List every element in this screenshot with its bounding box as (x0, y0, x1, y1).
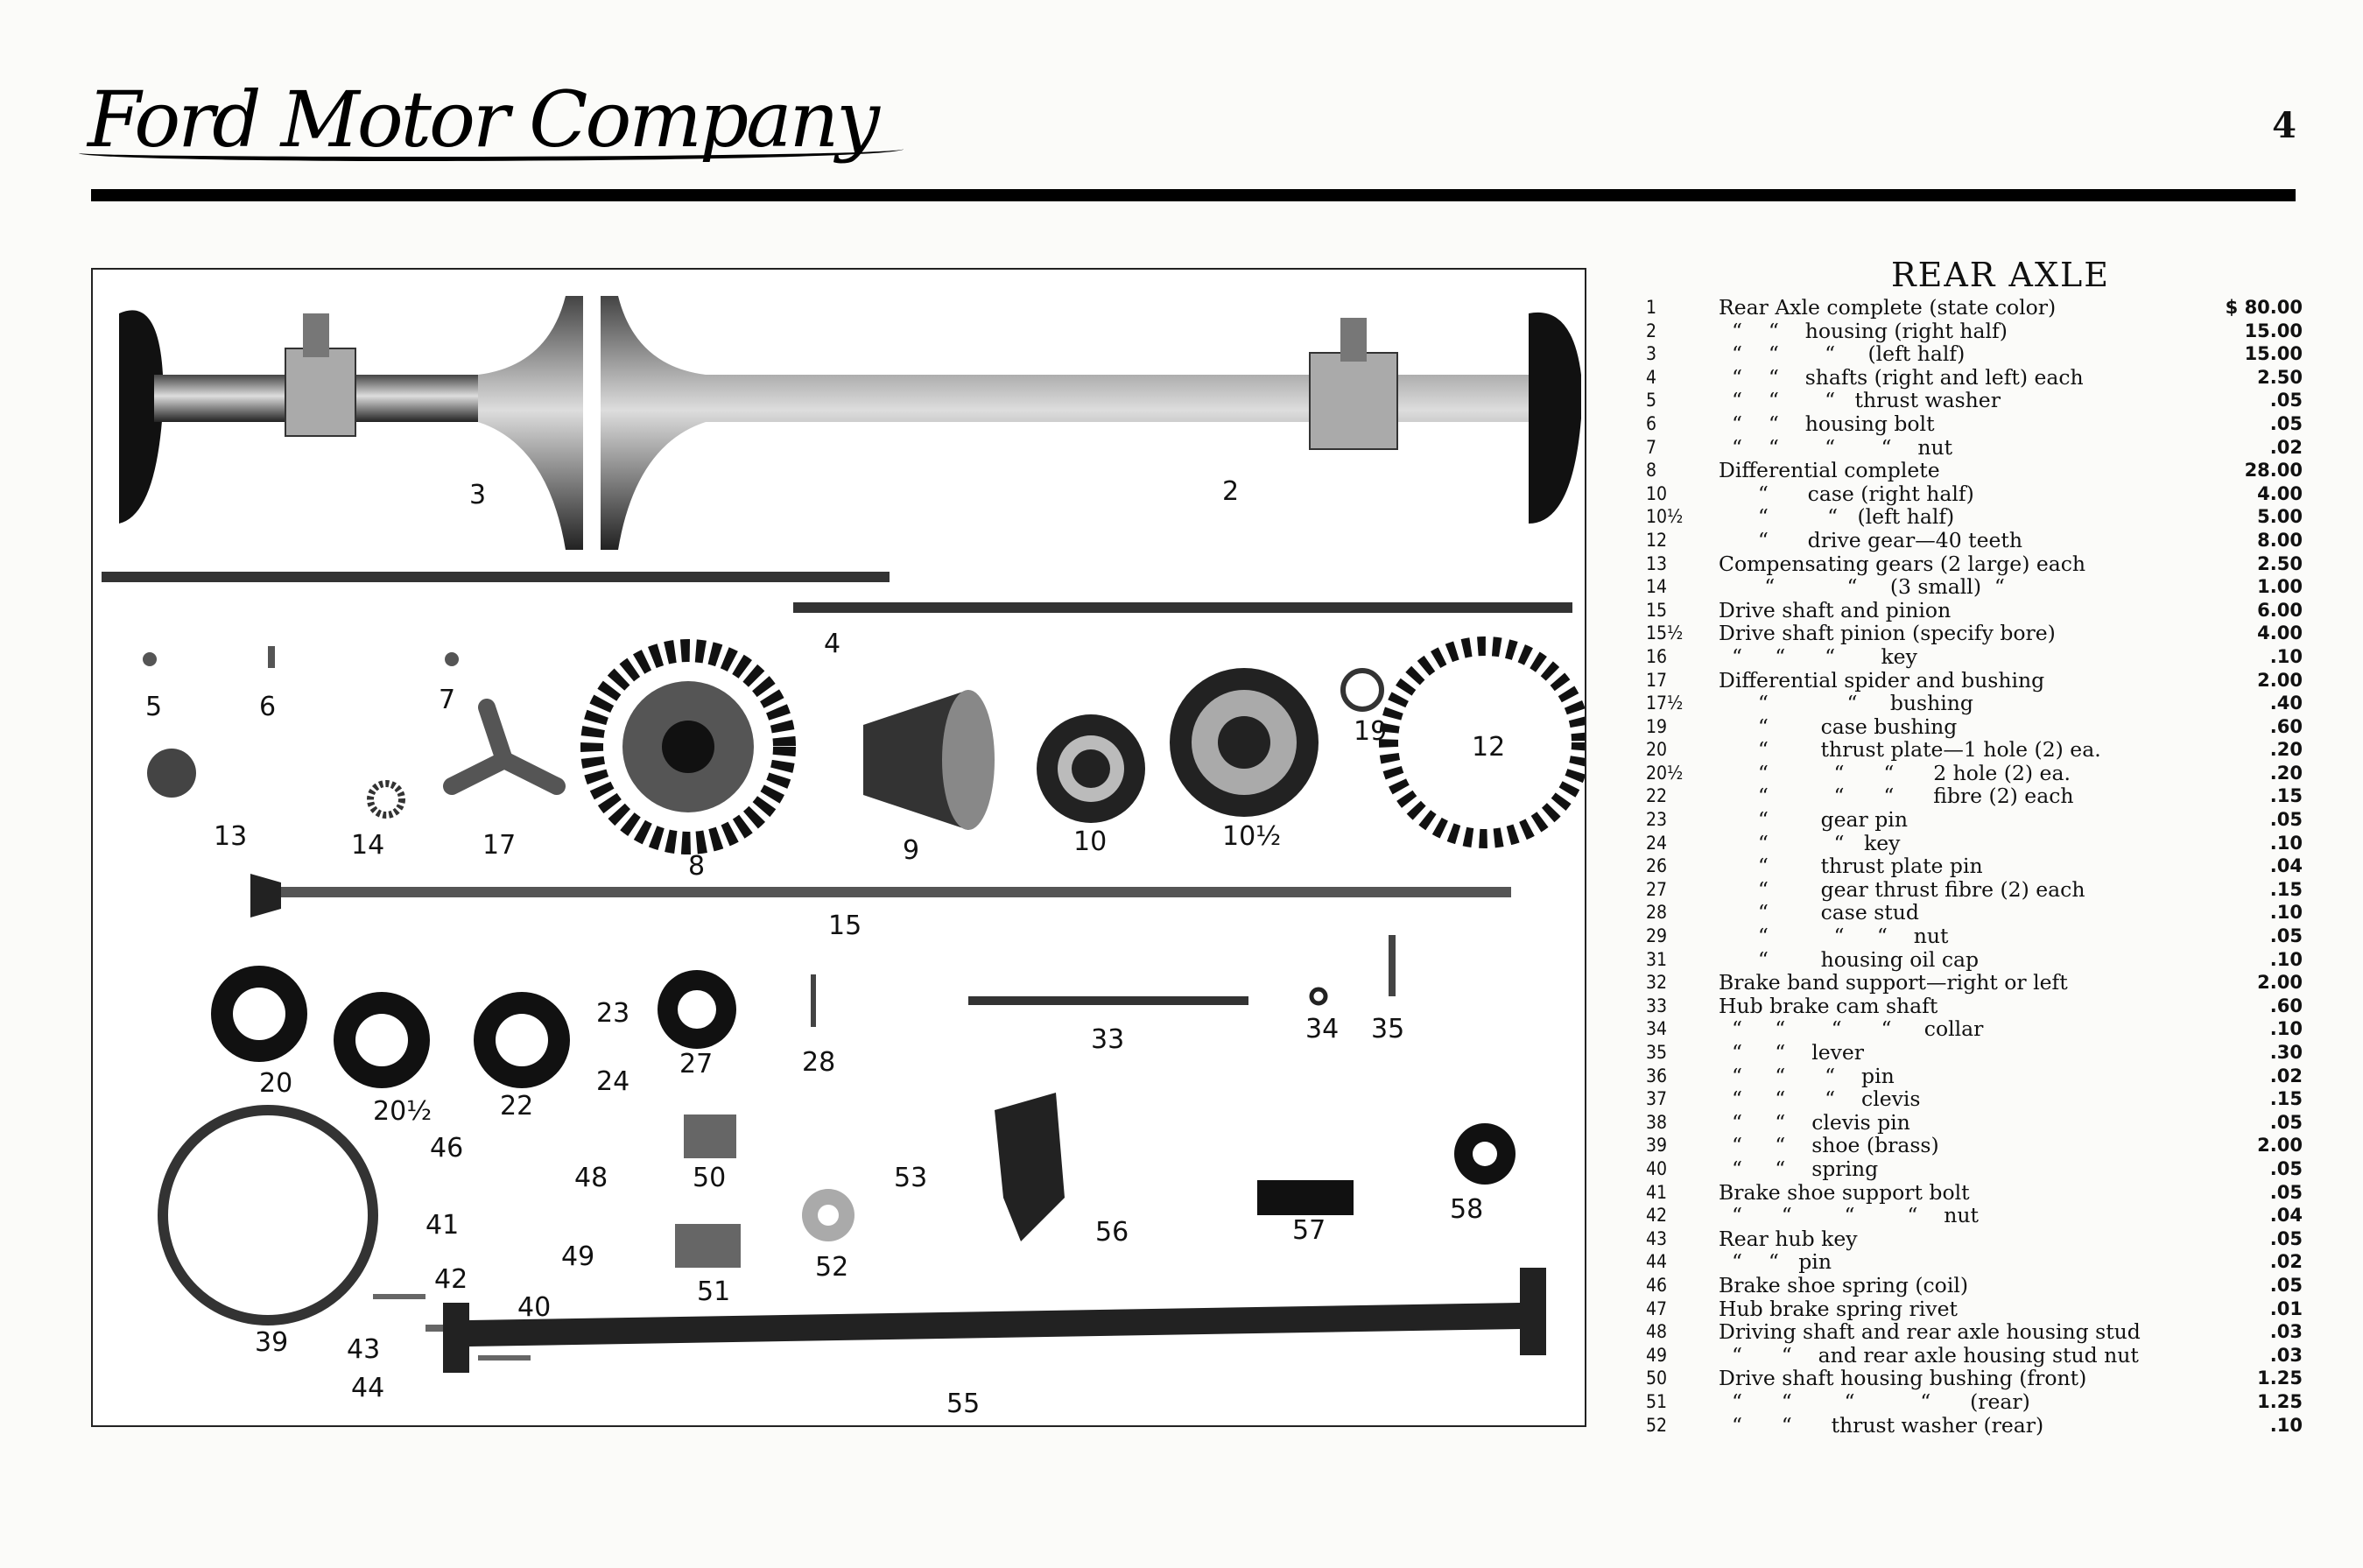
item-desc: “ “ “ key (1719, 643, 1917, 669)
list-item (1646, 925, 2303, 948)
axle-housing-left (119, 296, 583, 550)
label-12: 12 (1472, 732, 1506, 763)
item-desc: “ “ “ 2 hole (2) ea. (1719, 760, 2071, 785)
item-price: .10 (2269, 948, 2303, 970)
list-item (1646, 1297, 2303, 1321)
list-item (1646, 482, 2303, 506)
list-item (1646, 762, 2303, 785)
header-rule (91, 189, 2296, 201)
item-no: 20½ (1646, 762, 1684, 784)
item-no: 22 (1646, 785, 1668, 807)
item-desc: “ “ spring (1719, 1156, 1879, 1181)
list-item (1646, 715, 2303, 739)
item-no: 28 (1646, 902, 1668, 924)
item-no: 2 (1646, 320, 1657, 341)
item-price: .20 (2269, 762, 2303, 784)
label-5: 5 (145, 692, 163, 722)
list-item (1646, 1344, 2303, 1368)
item-no: 47 (1646, 1297, 1668, 1319)
label-8: 8 (688, 851, 706, 882)
item-no: 24 (1646, 832, 1668, 854)
list-item (1646, 808, 2303, 832)
item-desc: Drive shaft pinion (specify bore) (1719, 621, 2056, 646)
item-no: 23 (1646, 809, 1668, 831)
item-price: .04 (2269, 855, 2303, 877)
item-desc: Compensating gears (2 large) each (1719, 551, 2086, 576)
label-23: 23 (596, 998, 630, 1029)
item-desc: “ “ and rear axle housing stud nut (1719, 1342, 2139, 1368)
item-price: 28.00 (2244, 460, 2303, 482)
label-9: 9 (903, 835, 920, 866)
item-desc: Hub brake cam shaft (1719, 993, 1938, 1018)
list-item (1646, 1111, 2303, 1135)
item-desc: “ gear thrust fibre (2) each (1719, 876, 2085, 902)
item-price: .05 (2269, 1157, 2303, 1179)
item-price: 15.00 (2244, 320, 2303, 341)
item-no: 42 (1646, 1205, 1668, 1227)
list-item (1646, 901, 2303, 925)
item-desc: “ “ pin (1719, 1249, 1832, 1275)
axle-shaft-left (102, 572, 890, 582)
list-item (1646, 1204, 2303, 1227)
item-no: 10½ (1646, 506, 1684, 528)
item-no: 3 (1646, 343, 1657, 365)
axle-housing-right (601, 296, 1581, 550)
label-43: 43 (347, 1334, 381, 1365)
item-price: 4.00 (2257, 622, 2303, 644)
item-price: 2.50 (2257, 366, 2303, 388)
item-no: 16 (1646, 645, 1668, 667)
item-desc: “ “ “ pin (1719, 1063, 1895, 1088)
item-no: 12 (1646, 529, 1668, 551)
item-desc: “ “ (3 small) “ (1719, 574, 2005, 600)
list-item (1646, 738, 2303, 762)
item-no: 27 (1646, 878, 1668, 900)
item-price: .05 (2269, 1227, 2303, 1249)
item-price: .10 (2269, 902, 2303, 924)
item-no: 35 (1646, 1042, 1668, 1063)
list-item (1646, 784, 2303, 808)
list-item (1646, 366, 2303, 390)
item-no: 4 (1646, 366, 1657, 388)
item-price: .02 (2269, 1065, 2303, 1086)
brand-logo: Ford Motor Company (88, 74, 877, 165)
item-price: .15 (2269, 1088, 2303, 1110)
list-item (1646, 971, 2303, 995)
item-no: 17 (1646, 669, 1668, 691)
list-item (1646, 854, 2303, 878)
list-item (1646, 1087, 2303, 1111)
item-no: 17½ (1646, 693, 1684, 714)
list-item (1646, 1041, 2303, 1065)
list-item (1646, 1390, 2303, 1414)
label-49: 49 (561, 1241, 595, 1272)
item-price: 8.00 (2257, 529, 2303, 551)
item-price: 4.00 (2257, 482, 2303, 504)
label-20-half: 20½ (373, 1096, 433, 1127)
item-no: 15½ (1646, 622, 1684, 644)
label-35: 35 (1371, 1014, 1405, 1044)
list-item (1646, 1367, 2303, 1390)
item-desc: “ “ “ “ collar (1719, 1016, 1984, 1042)
parts-photograph (91, 268, 1586, 1427)
item-no: 50 (1646, 1368, 1668, 1389)
list-item (1646, 1414, 2303, 1438)
list-item (1646, 1065, 2303, 1088)
item-no: 6 (1646, 412, 1657, 434)
item-price: .04 (2269, 1205, 2303, 1227)
label-57: 57 (1292, 1215, 1326, 1246)
label-33: 33 (1091, 1024, 1125, 1055)
item-desc: “ “ thrust washer (rear) (1719, 1412, 2044, 1438)
item-desc: “ “ “ “ nut (1719, 434, 1953, 460)
item-price: 1.00 (2257, 576, 2303, 598)
item-no: 40 (1646, 1157, 1668, 1179)
item-no: 41 (1646, 1181, 1668, 1203)
item-price: 2.50 (2257, 552, 2303, 574)
item-desc: Drive shaft housing bushing (front) (1719, 1366, 2087, 1391)
item-desc: “ thrust plate—1 hole (2) ea. (1719, 737, 2101, 763)
list-item (1646, 645, 2303, 669)
list-item (1646, 342, 2303, 366)
list-item (1646, 1181, 2303, 1205)
label-41: 41 (425, 1210, 460, 1241)
label-7: 7 (439, 685, 456, 715)
item-no: 49 (1646, 1344, 1668, 1366)
item-price: 5.00 (2257, 506, 2303, 528)
label-48: 48 (574, 1163, 608, 1193)
item-desc: Differential spider and bushing (1719, 667, 2045, 693)
label-19: 19 (1354, 716, 1388, 747)
list-item (1646, 296, 2303, 320)
list-title: REAR AXLE (1891, 256, 2110, 294)
drive-shaft-housing (443, 1268, 1546, 1373)
list-item (1646, 575, 2303, 599)
item-price: .02 (2269, 1251, 2303, 1273)
label-20: 20 (259, 1068, 293, 1099)
item-desc: Brake shoe support bolt (1719, 1179, 1970, 1205)
label-28: 28 (802, 1047, 836, 1078)
label-6: 6 (259, 692, 277, 722)
item-price: .05 (2269, 925, 2303, 947)
item-desc: Rear hub key (1719, 1226, 1858, 1251)
list-item (1646, 692, 2303, 715)
label-3: 3 (469, 480, 487, 510)
item-desc: “ “ clevis pin (1719, 1109, 1910, 1135)
list-item (1646, 1017, 2303, 1041)
item-price: 6.00 (2257, 599, 2303, 621)
list-item (1646, 878, 2303, 902)
list-item (1646, 1157, 2303, 1181)
item-price: .02 (2269, 436, 2303, 458)
item-desc: Hub brake spring rivet (1719, 1296, 1958, 1321)
item-price: 2.00 (2257, 972, 2303, 994)
item-no: 7 (1646, 436, 1657, 458)
item-price: .60 (2269, 715, 2303, 737)
item-desc: Brake shoe spring (coil) (1719, 1272, 1969, 1297)
item-price: .10 (2269, 1018, 2303, 1040)
item-price: .40 (2269, 693, 2303, 714)
item-price: $ 80.00 (2225, 297, 2303, 318)
item-desc: “ gear pin (1719, 807, 1908, 833)
item-price: 2.00 (2257, 669, 2303, 691)
item-price: 1.25 (2257, 1390, 2303, 1412)
item-desc: “ case stud (1719, 900, 1919, 925)
label-58: 58 (1450, 1194, 1484, 1225)
item-desc: “ “ “ nut (1719, 924, 1949, 949)
item-desc: “ “ “ fibre (2) each (1719, 784, 2074, 809)
list-item (1646, 459, 2303, 482)
item-desc: “ “ lever (1719, 1040, 1865, 1065)
item-desc: “ “ “ (left half) (1719, 341, 1966, 367)
item-no: 8 (1646, 460, 1657, 482)
list-item (1646, 1227, 2303, 1251)
list-item (1646, 1274, 2303, 1297)
item-desc: Driving shaft and rear axle housing stud (1719, 1319, 2141, 1345)
item-no: 37 (1646, 1088, 1668, 1110)
label-14: 14 (351, 830, 385, 861)
item-desc: “ “ “ “ (rear) (1719, 1389, 2030, 1414)
axle-shaft-right (793, 602, 1572, 613)
item-no: 26 (1646, 855, 1668, 877)
item-desc: “ “ housing bolt (1719, 411, 1935, 436)
item-price: .03 (2269, 1344, 2303, 1366)
label-34: 34 (1305, 1014, 1340, 1044)
item-price: .03 (2269, 1321, 2303, 1343)
item-desc: Drive shaft and pinion (1719, 597, 1952, 622)
item-no: 20 (1646, 739, 1668, 761)
item-desc: Rear Axle complete (state color) (1719, 295, 2057, 320)
label-39: 39 (255, 1327, 289, 1358)
item-no: 13 (1646, 552, 1668, 574)
list-item (1646, 599, 2303, 622)
label-10: 10 (1073, 826, 1108, 857)
item-no: 19 (1646, 715, 1668, 737)
list-item (1646, 1134, 2303, 1157)
list-item (1646, 412, 2303, 436)
item-price: .10 (2269, 1414, 2303, 1436)
price-rows (1646, 296, 2303, 1437)
list-item (1646, 1320, 2303, 1344)
item-desc: “ “ “ clevis (1719, 1086, 1921, 1112)
list-item (1646, 529, 2303, 552)
item-no: 38 (1646, 1111, 1668, 1133)
item-no: 10 (1646, 482, 1668, 504)
item-price: .60 (2269, 995, 2303, 1016)
item-no: 5 (1646, 390, 1657, 411)
item-no: 48 (1646, 1321, 1668, 1343)
label-55: 55 (946, 1389, 981, 1419)
item-no: 1 (1646, 297, 1657, 318)
item-price: .05 (2269, 412, 2303, 434)
list-item (1646, 948, 2303, 972)
list-item (1646, 622, 2303, 645)
label-52: 52 (815, 1252, 849, 1283)
label-17: 17 (482, 830, 517, 861)
label-46: 46 (430, 1133, 464, 1164)
label-27: 27 (679, 1049, 714, 1079)
page-number: 4 (2272, 105, 2296, 146)
item-price: .01 (2269, 1297, 2303, 1319)
label-53: 53 (894, 1163, 928, 1193)
item-price: 2.00 (2257, 1135, 2303, 1157)
item-price: .30 (2269, 1042, 2303, 1063)
item-no: 51 (1646, 1390, 1668, 1412)
list-item (1646, 669, 2303, 693)
list-item (1646, 436, 2303, 460)
list-item (1646, 832, 2303, 855)
item-no: 44 (1646, 1251, 1668, 1273)
label-2: 2 (1222, 476, 1240, 507)
item-no: 34 (1646, 1018, 1668, 1040)
list-item (1646, 1250, 2303, 1274)
label-4: 4 (824, 629, 841, 659)
item-desc: Brake band support—right or left (1719, 970, 2068, 995)
label-50: 50 (693, 1163, 727, 1193)
item-no: 39 (1646, 1135, 1668, 1157)
list-item (1646, 995, 2303, 1018)
item-no: 33 (1646, 995, 1668, 1016)
item-desc: “ “ bushing (1719, 691, 1973, 716)
item-desc: “ “ “ thrust washer (1719, 388, 2001, 413)
label-44: 44 (351, 1373, 385, 1403)
item-desc: “ “ housing (right half) (1719, 318, 2008, 343)
item-desc: “ case bushing (1719, 714, 1958, 739)
label-42: 42 (434, 1264, 468, 1295)
item-desc: “ “ shafts (right and left) each (1719, 364, 2084, 390)
item-no: 52 (1646, 1414, 1668, 1436)
item-desc: “ “ shoe (brass) (1719, 1133, 1939, 1158)
list-item (1646, 389, 2303, 412)
item-no: 46 (1646, 1274, 1668, 1296)
label-10-half: 10½ (1222, 821, 1282, 852)
list-item (1646, 320, 2303, 343)
item-price: 1.25 (2257, 1368, 2303, 1389)
item-no: 32 (1646, 972, 1668, 994)
item-price: .10 (2269, 832, 2303, 854)
item-desc: “ “ (left half) (1719, 504, 1955, 530)
item-price: .15 (2269, 785, 2303, 807)
list-item (1646, 505, 2303, 529)
item-no: 15 (1646, 599, 1668, 621)
item-no: 14 (1646, 576, 1668, 598)
item-desc: “ case (right half) (1719, 481, 1974, 506)
item-desc: “ housing oil cap (1719, 946, 1980, 972)
item-price: .15 (2269, 878, 2303, 900)
item-no: 31 (1646, 948, 1668, 970)
item-desc: Differential complete (1719, 458, 1940, 483)
item-desc: “ thrust plate pin (1719, 854, 1983, 879)
item-price: .05 (2269, 390, 2303, 411)
parts-price-list (1646, 256, 2303, 1437)
label-22: 22 (500, 1091, 534, 1122)
label-51: 51 (697, 1276, 731, 1307)
item-no: 29 (1646, 925, 1668, 947)
label-40: 40 (517, 1292, 552, 1323)
label-15: 15 (828, 911, 862, 941)
label-24: 24 (596, 1066, 630, 1097)
item-desc: “ “ key (1719, 830, 1901, 855)
item-price: .05 (2269, 1274, 2303, 1296)
label-56: 56 (1095, 1217, 1129, 1248)
item-price: .20 (2269, 739, 2303, 761)
item-price: .05 (2269, 809, 2303, 831)
list-item (1646, 552, 2303, 576)
item-no: 43 (1646, 1227, 1668, 1249)
item-no: 36 (1646, 1065, 1668, 1086)
item-price: .05 (2269, 1181, 2303, 1203)
drive-shaft (268, 887, 1511, 897)
item-desc: “ drive gear—40 teeth (1719, 527, 2023, 552)
item-desc: “ “ “ “ nut (1719, 1203, 1979, 1228)
item-price: .10 (2269, 645, 2303, 667)
item-price: 15.00 (2244, 343, 2303, 365)
label-13: 13 (214, 821, 248, 852)
item-price: .05 (2269, 1111, 2303, 1133)
